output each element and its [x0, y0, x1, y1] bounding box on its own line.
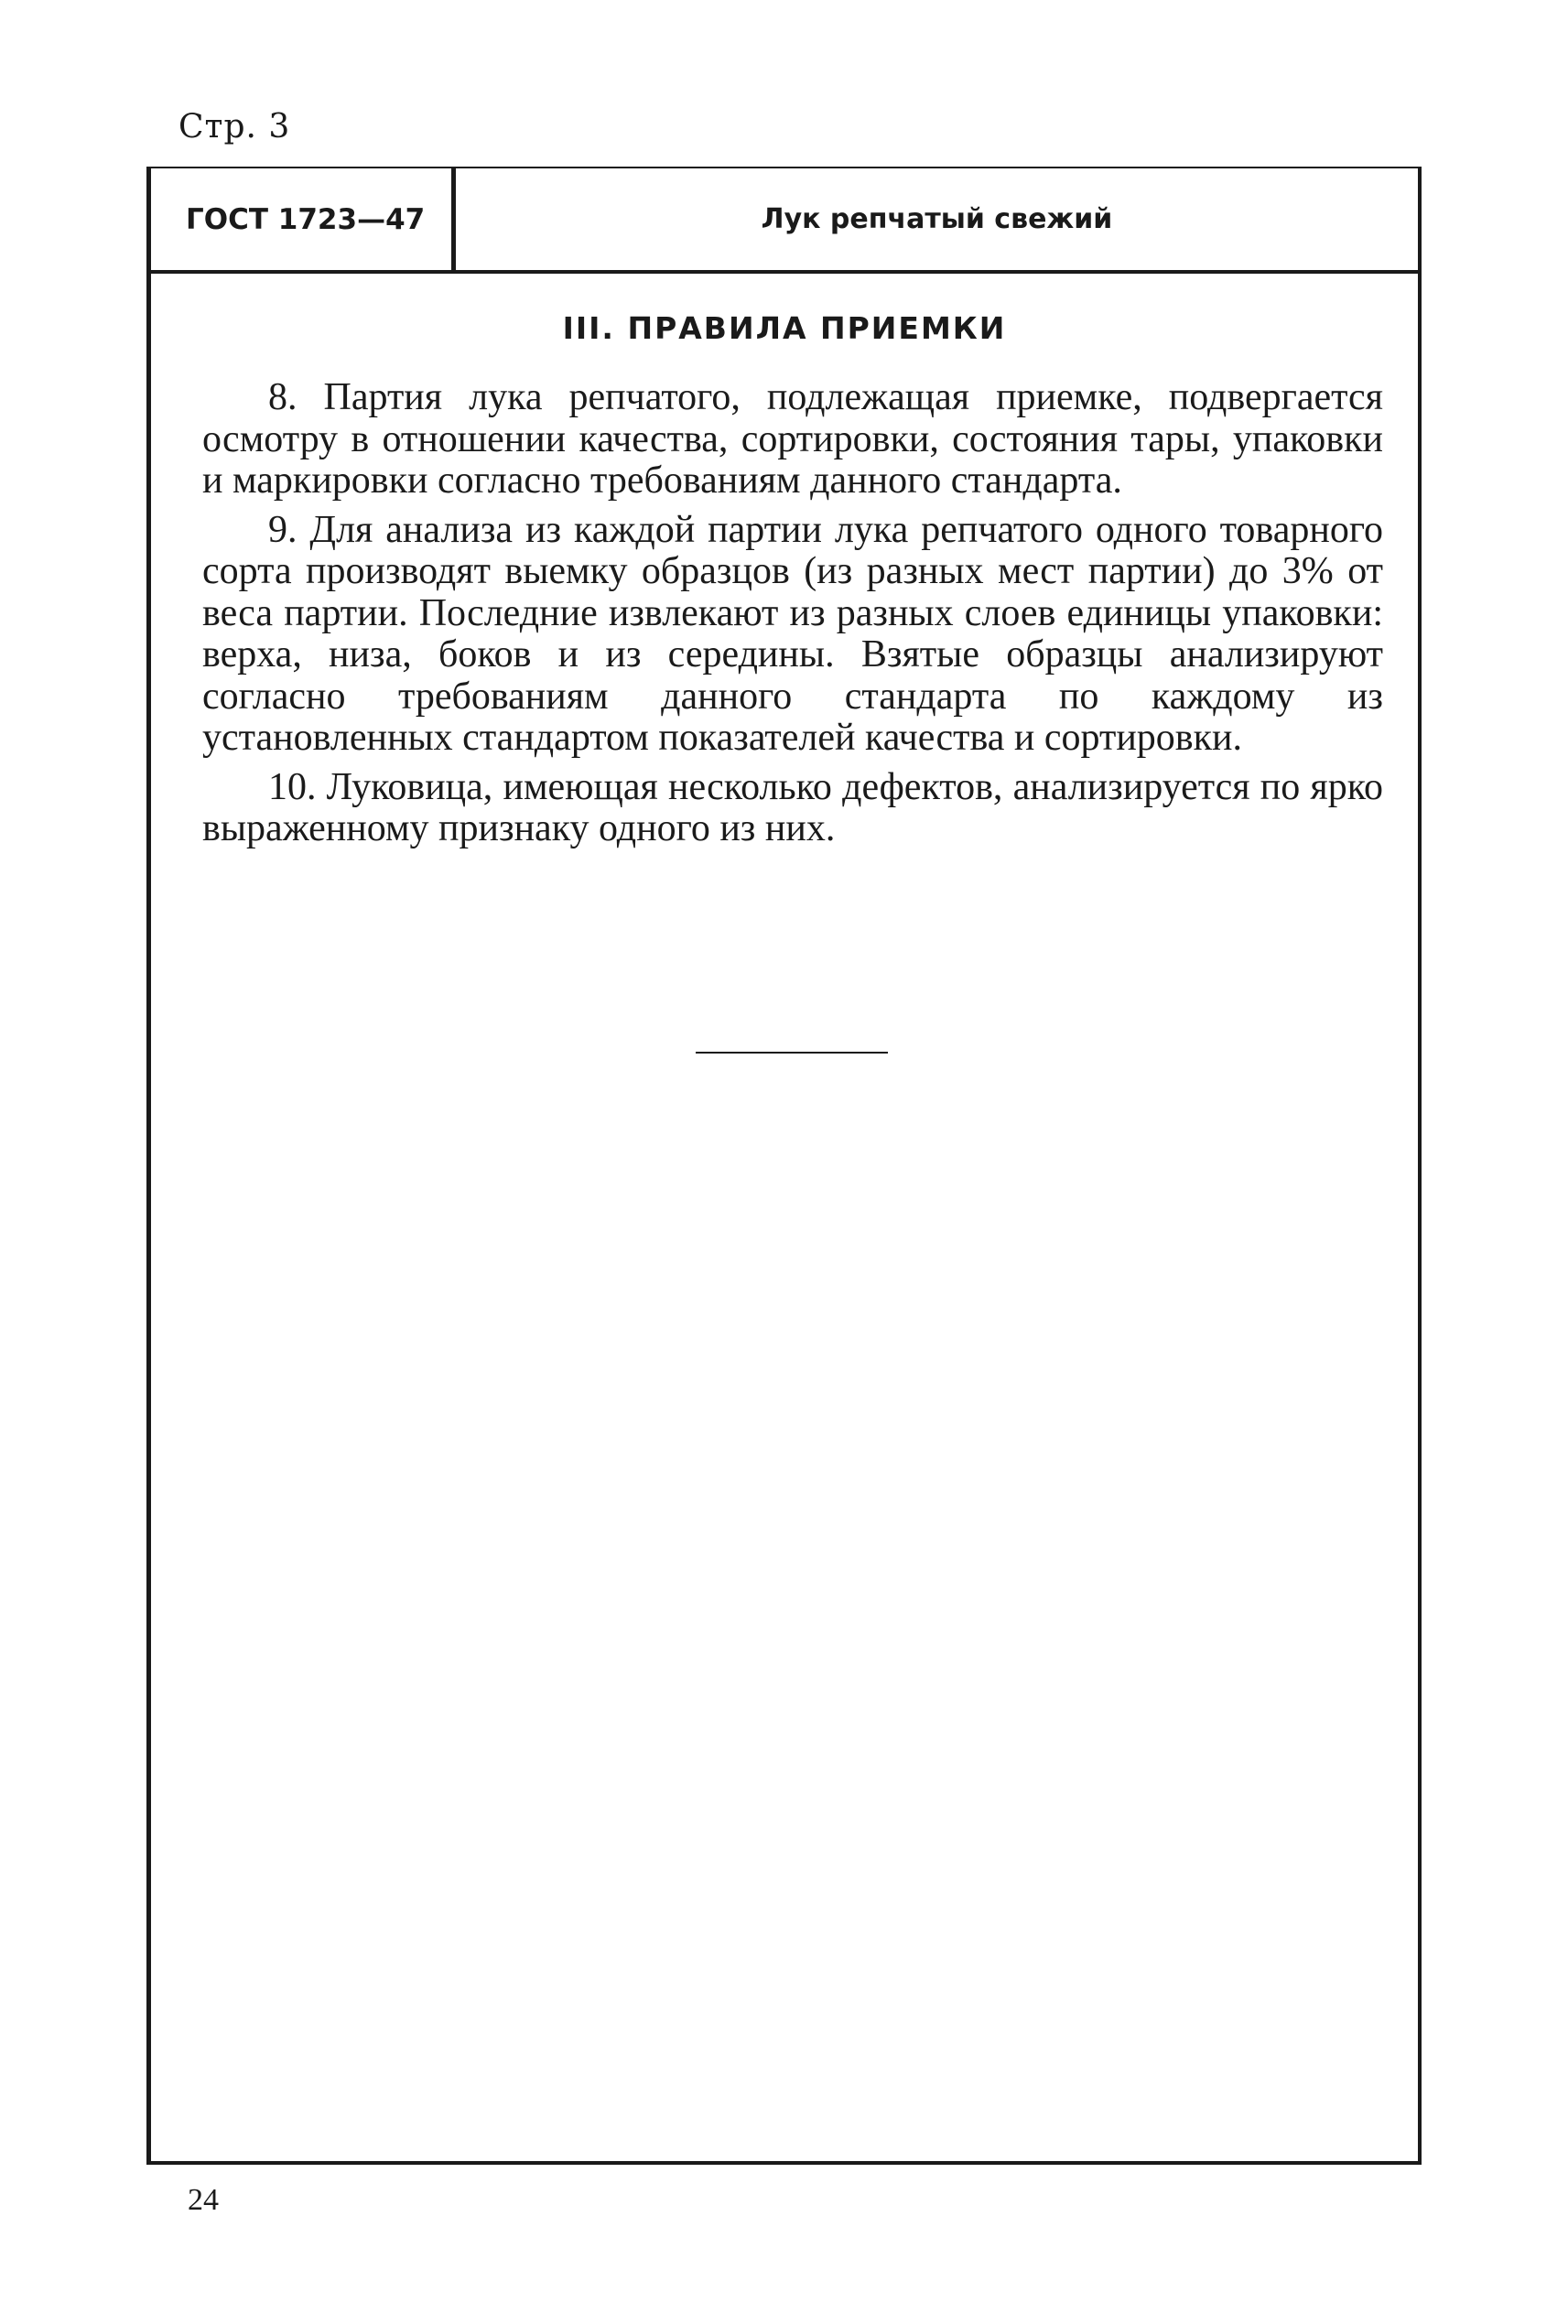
body-text	[202, 377, 1383, 858]
document-title: Лук репчатый свежий	[761, 203, 1113, 235]
paragraph-9: 9. Для анализа из каждой партии лука репчатого одного товарного сорта производят выемку образцов (из разных мест партии) до 3% от веса партии. Последние извлекают из разных слоев единицы упаковки: верха, низа, боков и из середины. Взятые образцы анализируют согласно требованиям данного стандарта по каждому из установленных стандартом показателей качества и сортировки.	[202, 508, 1383, 759]
paragraph-8: 8. Партия лука репчатого, подлежащая приемке, подвергается осмотру в отношении качества, сортировки, состояния тары, упаковки и маркировки согласно требованиям данного стандарта.	[202, 376, 1383, 502]
section-title: III. ПРАВИЛА ПРИЕМКИ	[562, 310, 1007, 346]
page-number: 24	[188, 2183, 219, 2217]
standard-number: ГОСТ 1723—47	[151, 168, 456, 270]
paragraph-10: 10. Луковица, имеющая несколько дефектов, анализируется по ярко выраженному признаку одного из них.	[202, 765, 1383, 849]
page-frame	[146, 167, 1422, 2165]
header-table	[151, 168, 1418, 274]
page-reference: Стр. 3	[178, 108, 291, 146]
end-divider	[696, 1052, 888, 1054]
